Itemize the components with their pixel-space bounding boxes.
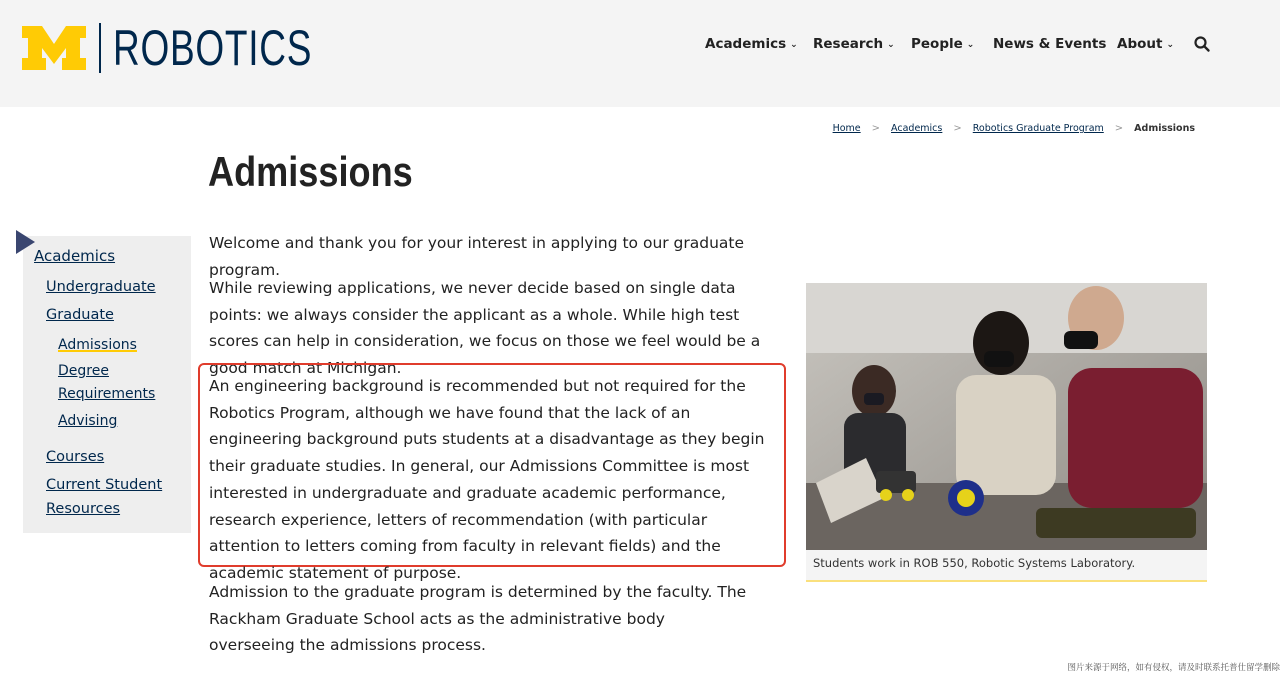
sidebar-item-current-student-resources[interactable]: Current Student — [46, 477, 163, 493]
sidebar-item-current-student-resources-line2[interactable]: Resources — [46, 501, 121, 517]
breadcrumb-separator: > — [871, 123, 881, 134]
sidebar-item-graduate[interactable]: Graduate — [46, 307, 114, 323]
intro-paragraph: Welcome and thank you for your interest in applying to our graduate program. — [209, 234, 745, 279]
nav-label: News & Events — [993, 36, 1107, 52]
nav-research[interactable] — [813, 36, 895, 52]
background-paragraph: An engineering background is recommended but not required for the Robotics Program, although we have found that the lack of an engineering background puts students at a disadvantage as they begin their graduate studies. In general, our Admissions Committee is most interested in undergraduate and graduate academic performance, research experience, letters of recommendation (with particular attention to letters coming from faculty in relevant fields) and the academic statement of purpose. — [209, 377, 765, 582]
nav-about[interactable] — [1117, 36, 1174, 52]
chevron-down-icon: ⌄ — [966, 40, 975, 50]
photo-caption: Students work in ROB 550, Robotic Systems Laboratory. — [813, 556, 1136, 570]
breadcrumb-academics[interactable]: Academics — [891, 123, 943, 134]
site-logo[interactable] — [20, 22, 382, 74]
breadcrumb-separator: > — [953, 123, 962, 134]
watermark-text: 图片来源于网络，如有侵权，请及时联系托普仕留学删除 — [1067, 663, 1280, 673]
block-m-logo-icon — [20, 24, 88, 72]
review-paragraph: While reviewing applications, we never decide based on single data points: we always consider the applicant as a whole. While high test scores can help in consideration, we focus on those we feel would be a good match at Michigan. — [209, 279, 761, 378]
sidebar-item-undergraduate[interactable]: Undergraduate — [46, 279, 156, 295]
nav-label: People — [911, 36, 963, 52]
nav-people[interactable] — [911, 36, 974, 52]
sidebar-item-courses[interactable]: Courses — [46, 449, 105, 465]
nav-label: Research — [813, 36, 884, 52]
sidebar-item-advising[interactable]: Advising — [58, 413, 118, 429]
breadcrumb-current: Admissions — [1134, 123, 1195, 134]
breadcrumb-home[interactable]: Home — [832, 123, 861, 134]
breadcrumb-graduate-program[interactable]: Robotics Graduate Program — [972, 123, 1104, 134]
sidebar-item-degree-requirements[interactable]: Degree — [58, 363, 109, 379]
photo-figure — [806, 283, 1207, 582]
chevron-down-icon: ⌄ — [790, 40, 798, 50]
logo-divider — [99, 23, 101, 73]
caption-underline — [806, 580, 1207, 582]
chevron-down-icon: ⌄ — [1166, 40, 1174, 50]
search-icon[interactable] — [1193, 35, 1211, 53]
students-lab-photo — [806, 283, 1207, 550]
page-title: Admissions — [208, 148, 413, 195]
nav-academics[interactable] — [705, 36, 798, 52]
breadcrumb — [833, 123, 1195, 134]
logo-wordmark: ROBOTICS — [113, 20, 313, 76]
breadcrumb-separator: > — [1114, 123, 1124, 134]
sidebar-section-academics[interactable]: Academics — [34, 247, 116, 265]
chevron-down-icon: ⌄ — [887, 40, 895, 50]
nav-label: About — [1117, 36, 1163, 52]
sidebar-item-admissions[interactable]: Admissions — [58, 337, 137, 353]
site-header — [0, 0, 1280, 107]
nav-label: Academics — [705, 36, 787, 52]
admission-paragraph: Admission to the graduate program is determined by the faculty. The Rackham Graduate School acts as the administrative body overseeing the admissions process. — [209, 583, 747, 655]
nav-news-events[interactable] — [993, 36, 1106, 52]
sidebar-section-marker-icon — [16, 230, 35, 254]
sidebar-item-degree-requirements-line2[interactable]: Requirements — [58, 386, 156, 402]
